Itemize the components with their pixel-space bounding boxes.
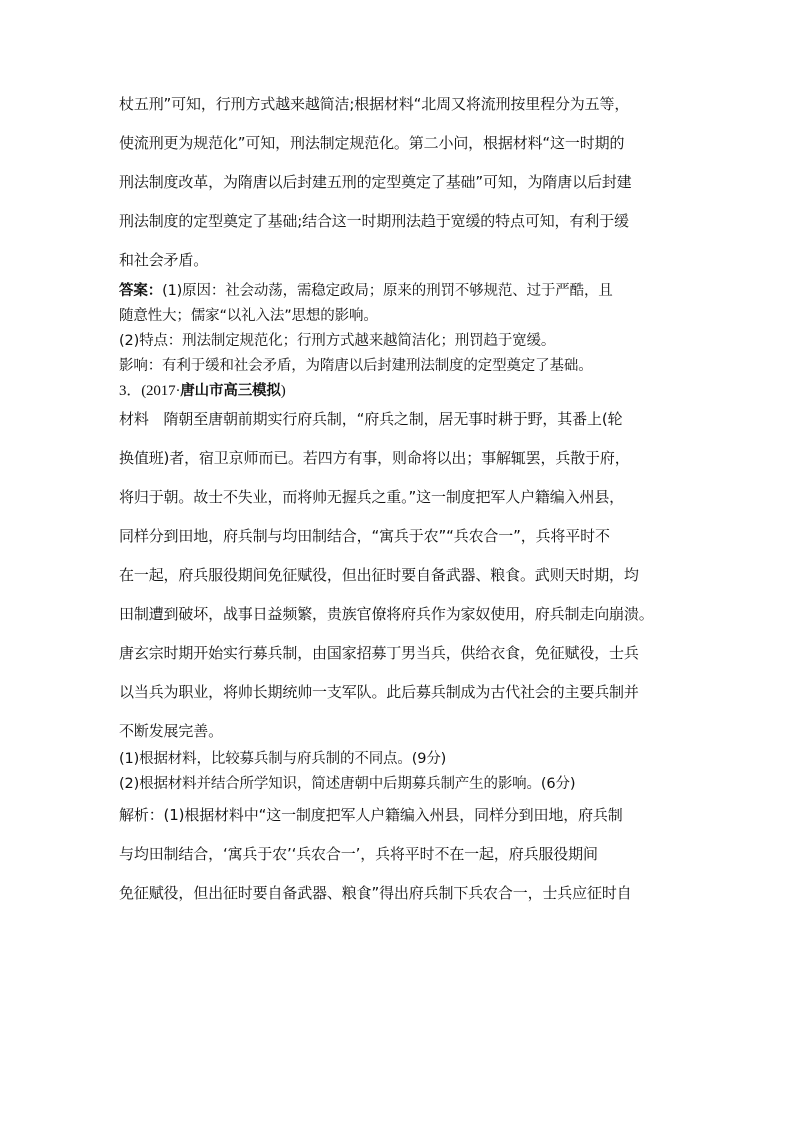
material-line: 材料 隋朝至唐朝前期实行府兵制，“府兵之制，居无事时耕于野，其番上(轮 — [119, 410, 623, 428]
sub-question: (1)根据材料，比较募兵制与府兵制的不同点。(9分) — [119, 751, 447, 767]
analysis-line: 和社会矛盾。 — [119, 251, 209, 269]
sub-question: (2)根据材料并结合所学知识，简述唐朝中后期募兵制产生的影响。(6分) — [119, 776, 576, 792]
question-number: 3． — [119, 383, 142, 399]
answer-line — [119, 283, 679, 300]
analysis-line: 免征赋役，但出征时要自备武器、粮食”得出府兵制下兵农合一，士兵应征时自 — [119, 884, 632, 902]
material-line: 唐玄宗时期开始实行募兵制，由国家招募丁男当兵，供给衣食，免征赋役，士兵 — [119, 644, 639, 662]
analysis-line: 刑法制度的定型奠定了基础;结合这一时期刑法趋于宽缓的特点可知，有利于缓 — [119, 212, 629, 230]
question-source-open: (2017· — [141, 383, 181, 399]
analysis-line: 刑法制度改革，为隋唐以后封建五刑的定型奠定了基础”可知，为隋唐以后封建 — [119, 173, 632, 191]
analysis-line: 解析：(1)根据材料中“这一制度把军人户籍编入州县，同样分到田地，府兵制 — [119, 806, 623, 824]
question-source-close: ) — [280, 383, 286, 399]
answer-line: (2)特点：刑法制定规范化；行刑方式越来越简洁化；刑罚趋于宽缓。 — [119, 333, 556, 349]
question-source: 唐山市高三模拟 — [180, 383, 281, 399]
answer-line: 影响：有利于缓和社会矛盾，为隋唐以后封建刑法制度的定型奠定了基础。 — [119, 358, 593, 374]
material-line: 将归于朝。故士不失业，而将帅无握兵之重。”这一制度把军人户籍编入州县， — [119, 488, 625, 506]
material-line: 不断发展完善。 — [119, 722, 223, 740]
answer-label: 答案： — [119, 283, 163, 299]
answer-text: (1)原因：社会动荡，需稳定政局；原来的刑罚不够规范、过于严酷，且 — [162, 283, 613, 299]
material-line: 以当兵为职业，将帅长期统帅一支军队。此后募兵制成为古代社会的主要兵制并 — [119, 683, 639, 701]
material-line: 同样分到田地，府兵制与均田制结合，“寓兵于农”“兵农合一”，兵将平时不 — [119, 527, 610, 545]
analysis-line: 与均田制结合，‘寓兵于农’‘兵农合一’，兵将平时不在一起，府兵服役期间 — [119, 845, 598, 863]
analysis-line: 杖五刑”可知，行刑方式越来越简洁;根据材料“北周又将流刑按里程分为五等， — [119, 95, 630, 113]
document-body — [119, 96, 679, 924]
material-line: 田制遭到破坏，战事日益频繁，贵族官僚将府兵作为家奴使用，府兵制走向崩溃。 — [119, 605, 654, 623]
analysis-line: 使流刑更为规范化”可知，刑法制定规范化。第二小问，根据材料“这一时期的 — [119, 134, 625, 152]
material-line: 在一起，府兵服役期间免征赋役，但出征时要自备武器、粮食。武则天时期，均 — [119, 566, 639, 584]
question-heading — [119, 383, 679, 400]
material-line: 换值班)者，宿卫京师而已。若四方有事，则命将以出；事解辄罢，兵散于府， — [119, 449, 630, 467]
answer-line: 随意性大；儒家“以礼入法”思想的影响。 — [119, 308, 378, 324]
